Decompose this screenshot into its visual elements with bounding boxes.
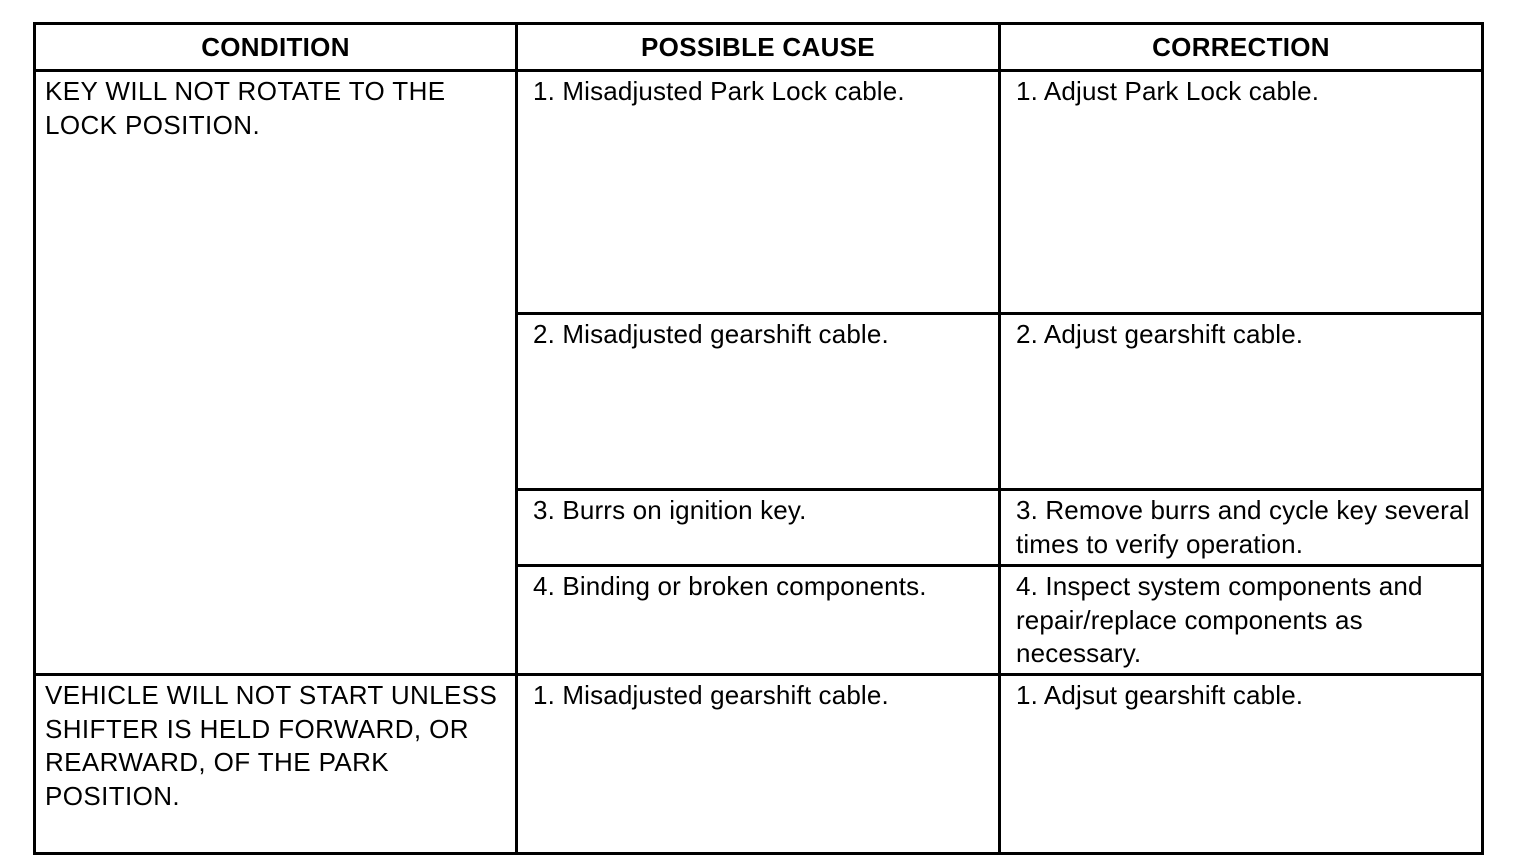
cause-cell: 2. Misadjusted gearshift cable.	[517, 314, 1000, 490]
correction-cell: 3. Remove burrs and cycle key several times to verify operation.	[1000, 490, 1483, 566]
condition-cell: VEHICLE WILL NOT START UNLESS SHIFTER IS HELD FORWARD, OR REARWARD, OF THE PARK POSITION.	[35, 675, 517, 854]
cause-cell: 3. Burrs on ignition key.	[517, 490, 1000, 566]
correction-cell: 1. Adjust Park Lock cable.	[1000, 71, 1483, 314]
header-row	[35, 24, 1483, 71]
table-row	[35, 675, 1483, 854]
header-correction: CORRECTION	[1000, 24, 1483, 71]
cause-cell: 1. Misadjusted gearshift cable.	[517, 675, 1000, 854]
correction-cell: 2. Adjust gearshift cable.	[1000, 314, 1483, 490]
correction-cell: 4. Inspect system components and repair/replace components as necessary.	[1000, 566, 1483, 675]
diagnosis-table	[33, 22, 1484, 855]
header-condition: CONDITION	[35, 24, 517, 71]
table-row	[35, 71, 1483, 314]
header-possible-cause: POSSIBLE CAUSE	[517, 24, 1000, 71]
cause-cell: 1. Misadjusted Park Lock cable.	[517, 71, 1000, 314]
correction-cell: 1. Adjsut gearshift cable.	[1000, 675, 1483, 854]
condition-cell: KEY WILL NOT ROTATE TO THE LOCK POSITION.	[35, 71, 517, 675]
cause-cell: 4. Binding or broken components.	[517, 566, 1000, 675]
